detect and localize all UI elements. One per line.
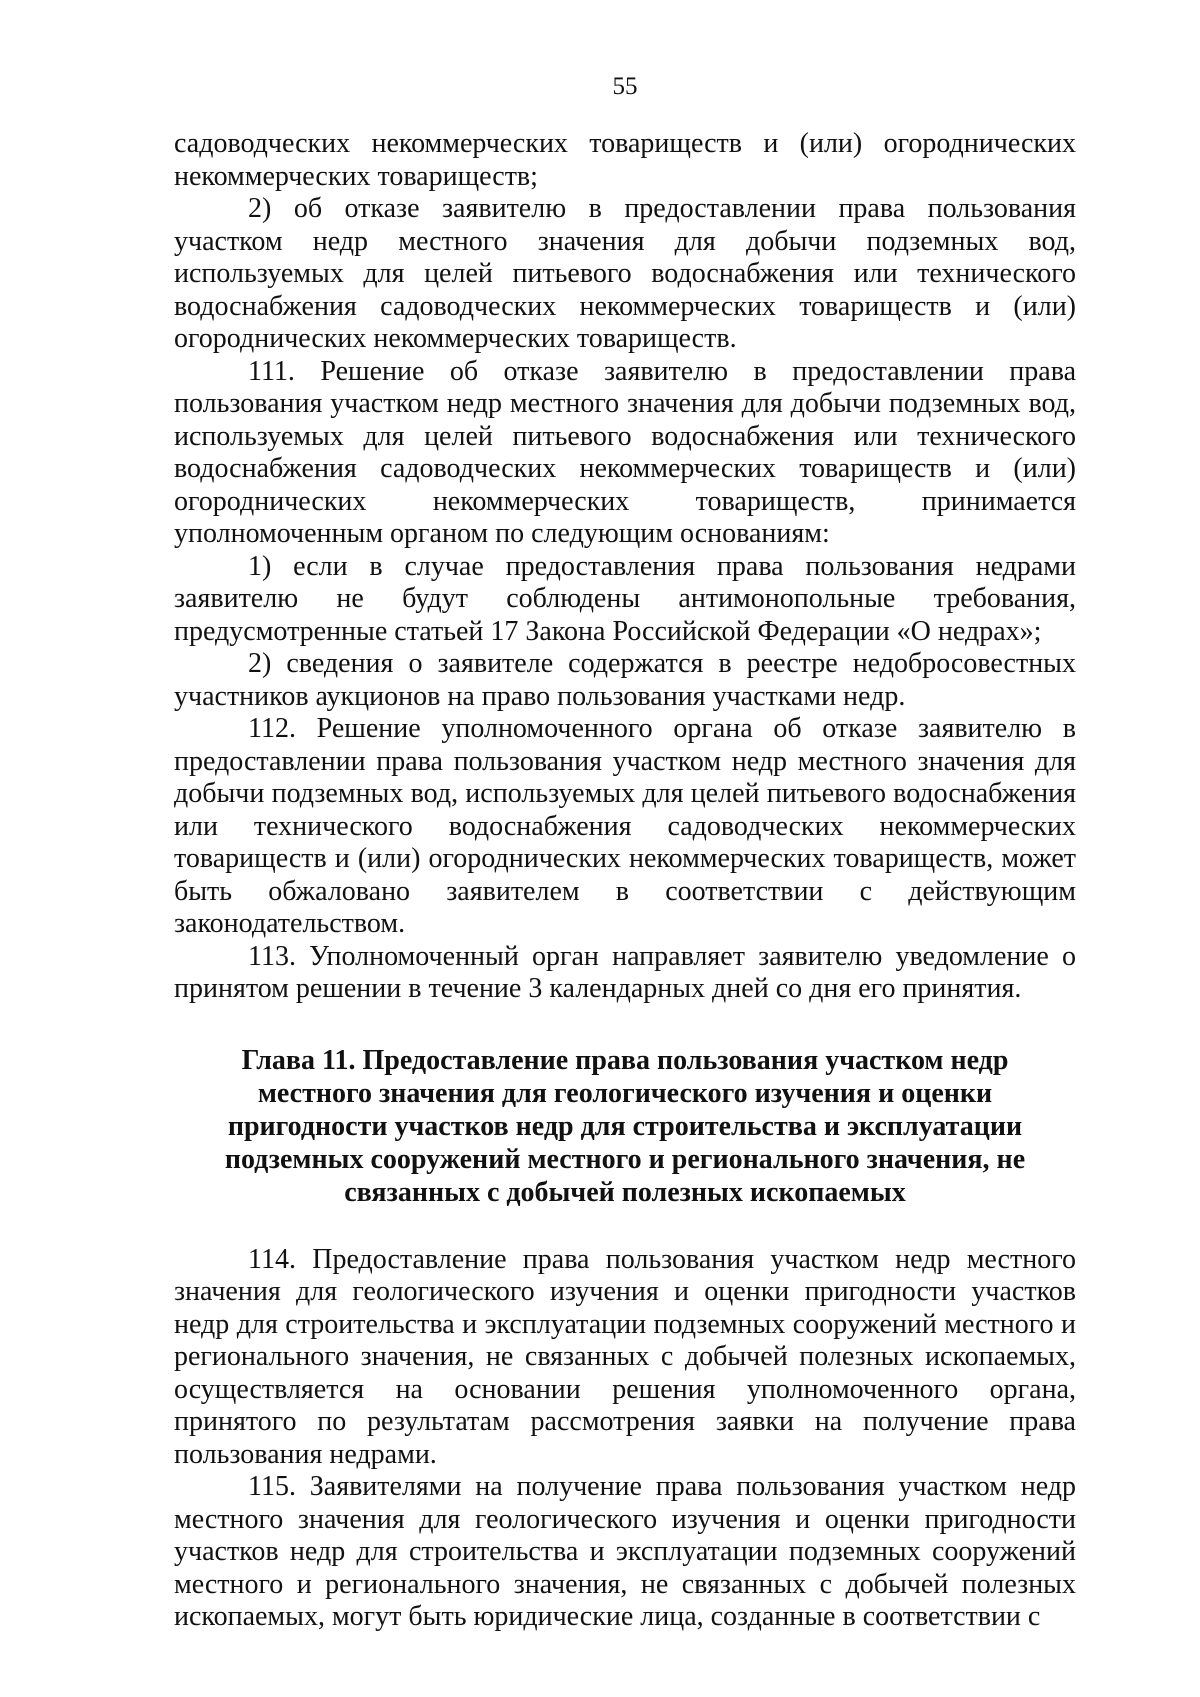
chapter-heading: Глава 11. Предоставление права пользования участком недр местного значения для геологического изучения и оценки пригодности участков недр для строительства и эксплуатации подземных сооружений местного и регионального значения, не связанных с добычей полезных ископаемых [224,1044,1026,1208]
paragraph-114: 114. Предоставление права пользования участком недр местного значения для геологического изучения и оценки пригодности участков недр для строительства и эксплуатации подземных сооружений местного и регионального значения, не связанных с добычей полезных ископаемых, осуществляется на основании решения уполномоченного органа, принятого по результатам рассмотрения заявки на получение права пользования недрами. [174,1243,1076,1470]
paragraph-115: 115. Заявителями на получение права пользования участком недр местного значения для геологического изучения и оценки пригодности участков недр для строительства и эксплуатации подземных сооружений местного и регионального значения, не связанных с добычей полезных ископаемых, могут быть юридические лица, созданные в соответствии с [174,1471,1076,1632]
paragraph-item-2-refusal: 2) об отказе заявителю в предоставлении права пользования участком недр местного значения для добычи подземных вод, используемых для целей питьевого водоснабжения или технического водоснабжения садоводческих некоммерческих товариществ и (или) огороднических некоммерческих товариществ. [174,193,1076,354]
paragraph-112: 112. Решение уполномоченного органа об отказе заявителю в предоставлении права пользования участком недр местного значения для добычи подземных вод, используемых для целей питьевого водоснабжения или технического водоснабжения садоводческих некоммерческих товариществ и (или) огороднических некоммерческих товариществ, может быть обжаловано заявителем в соответствии с действующим законодательством. [174,713,1076,939]
paragraph-111: 111. Решение об отказе заявителю в предоставлении права пользования участком недр местного значения для добычи подземных вод, используемых для целей питьевого водоснабжения или технического водоснабжения садоводческих некоммерческих товариществ и (или) огороднических некоммерческих товариществ, принимается уполномоченным органом по следующим основаниям: [174,355,1076,549]
document-body [174,128,1076,1634]
paragraph-111-item-1: 1) если в случае предоставления права пользования недрами заявителю не будут соблюдены антимонопольные требования, предусмотренные статьей 17 Закона Российской Федерации «О недрах»; [174,550,1076,647]
paragraph-continuation: садоводческих некоммерческих товариществ и (или) огороднических некоммерческих товариществ; [174,128,1076,192]
paragraph-111-item-2: 2) сведения о заявителе содержатся в реестре недобросовестных участников аукционов на право пользования участками недр. [174,648,1076,712]
paragraph-113: 113. Уполномоченный орган направляет заявителю уведомление о принятом решении в течение 3 календарных дней со дня его принятия. [174,940,1076,1004]
page-number: 55 [612,73,638,100]
